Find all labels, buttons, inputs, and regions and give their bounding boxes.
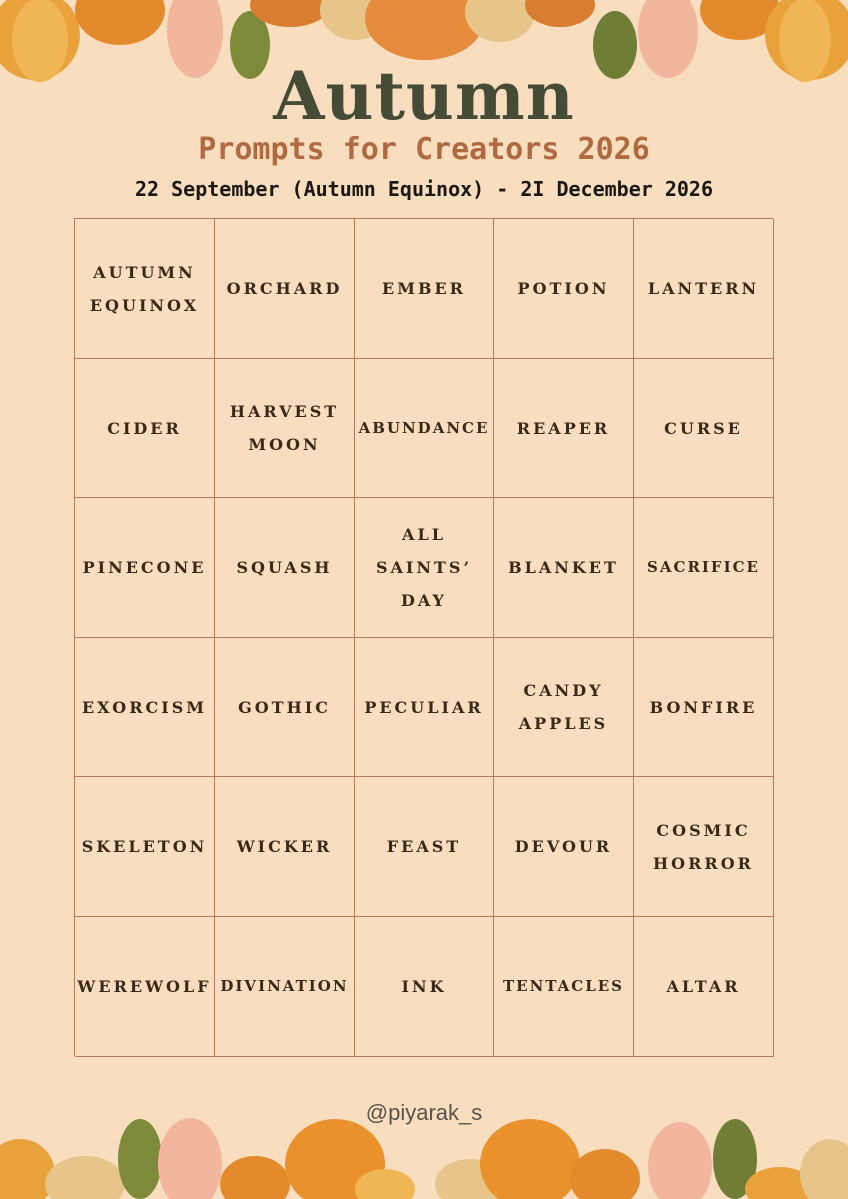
prompt-cell: WEREWOLF xyxy=(75,917,215,1057)
date-range: 22 September (Autumn Equinox) - 2I December 2026 xyxy=(135,177,713,201)
prompt-cell: GOTHIC xyxy=(215,638,355,777)
prompt-cell: SQUASH xyxy=(215,498,355,638)
prompt-cell: COSMIC HORROR xyxy=(634,777,774,917)
prompt-cell: CURSE xyxy=(634,359,774,498)
prompt-cell: SKELETON xyxy=(75,777,215,917)
page-subtitle: Prompts for Creators 2026 xyxy=(198,132,650,167)
prompt-cell: ORCHARD xyxy=(215,219,355,359)
pumpkin-garland-bottom xyxy=(0,1104,848,1199)
prompt-cell: ALL SAINTS’ DAY xyxy=(355,498,494,638)
creator-handle: @piyarak_s xyxy=(365,1100,483,1125)
prompt-cell: EXORCISM xyxy=(75,638,215,777)
prompt-cell: POTION xyxy=(494,219,634,359)
prompt-cell: CANDY APPLES xyxy=(494,638,634,777)
page-title: Autumn xyxy=(273,57,575,135)
prompt-cell: TENTACLES xyxy=(494,917,634,1057)
prompt-cell: WICKER xyxy=(215,777,355,917)
prompt-cell: HARVEST MOON xyxy=(215,359,355,498)
prompt-cell: SACRIFICE xyxy=(634,498,774,638)
prompt-cell: CIDER xyxy=(75,359,215,498)
prompt-cell: DEVOUR xyxy=(494,777,634,917)
prompt-cell: BLANKET xyxy=(494,498,634,638)
prompt-cell: EMBER xyxy=(355,219,494,359)
prompt-cell: ABUNDANCE xyxy=(355,359,494,498)
prompt-cell: FEAST xyxy=(355,777,494,917)
prompt-cell: LANTERN xyxy=(634,219,774,359)
prompt-cell: PINECONE xyxy=(75,498,215,638)
prompt-cell: BONFIRE xyxy=(634,638,774,777)
prompt-cell: PECULIAR xyxy=(355,638,494,777)
prompt-cell: ALTAR xyxy=(634,917,774,1057)
prompt-cell: DIVINATION xyxy=(215,917,355,1057)
prompt-grid xyxy=(74,218,773,1056)
prompt-cell: AUTUMN EQUINOX xyxy=(75,219,215,359)
prompt-cell: REAPER xyxy=(494,359,634,498)
prompt-cell: INK xyxy=(355,917,494,1057)
